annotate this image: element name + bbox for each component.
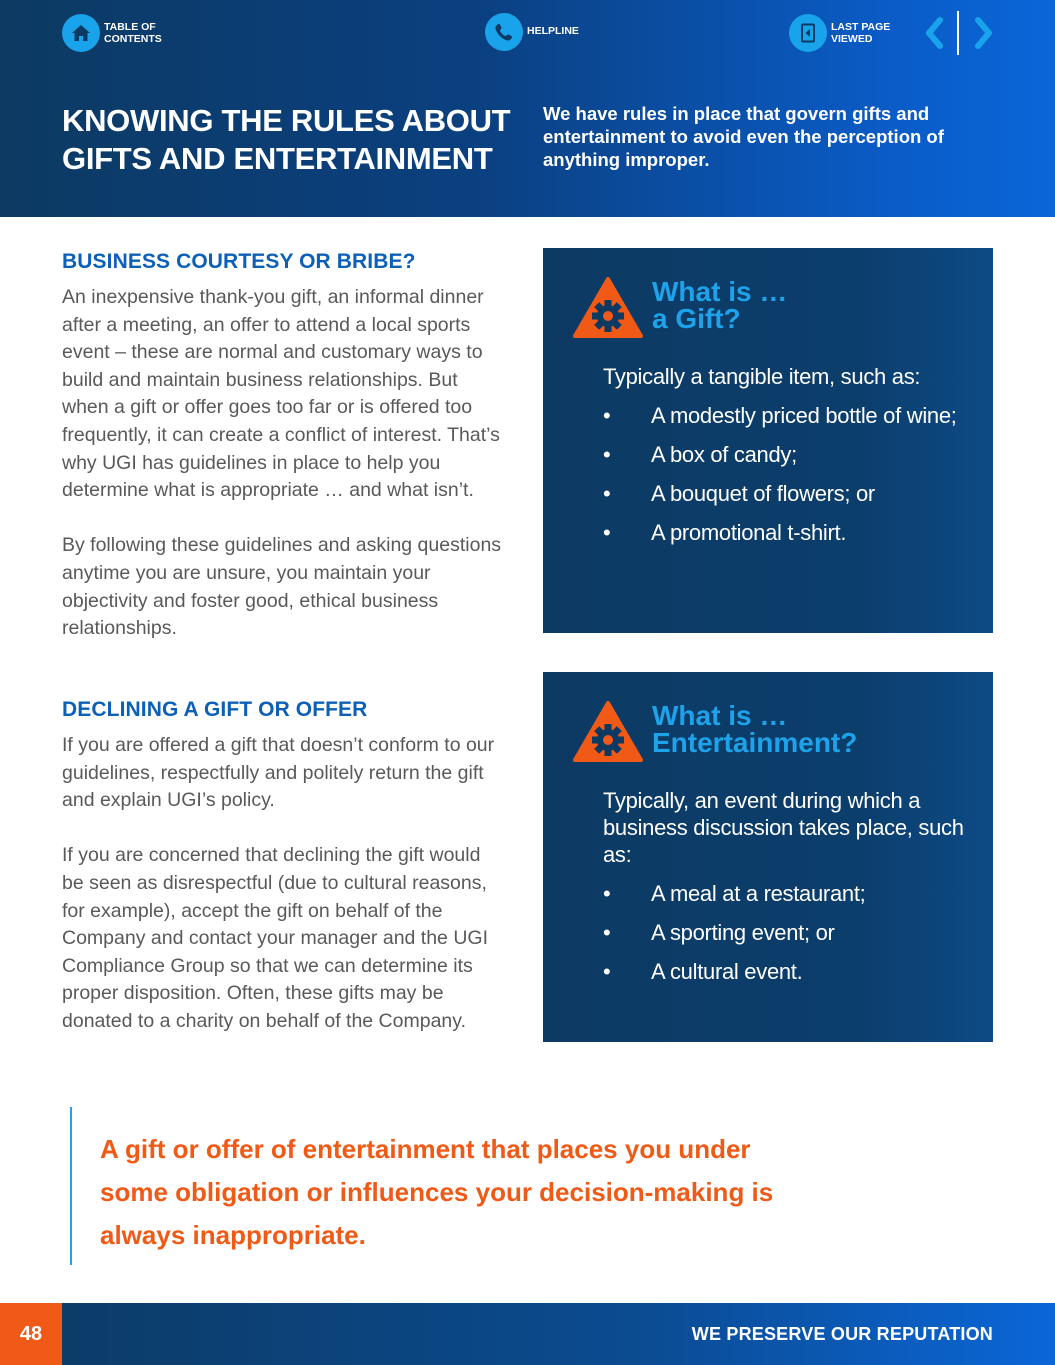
last-page-icon[interactable] bbox=[789, 14, 827, 52]
box-intro: Typically a tangible item, such as: bbox=[603, 364, 921, 389]
pull-quote-text: A gift or offer of entertainment that places you under some obligation or influences your decision-making is always inappropriate. bbox=[100, 1134, 774, 1250]
list-item-text: A sporting event; or bbox=[651, 920, 835, 945]
section-heading: DECLINING A GIFT OR OFFER bbox=[62, 698, 368, 721]
last-page-viewed-label[interactable]: LAST PAGE VIEWED bbox=[831, 21, 891, 45]
list-item-text: A meal at a restaurant; bbox=[651, 881, 866, 906]
bullet: • bbox=[603, 442, 611, 467]
table-of-contents-link[interactable] bbox=[62, 14, 174, 52]
box-title bbox=[652, 278, 787, 332]
paragraph: An inexpensive thank-you gift, an informal dinner after a meeting, an offer to attend a local sports event – these are normal and customary ways to build and maintain business relationships. But when a gift or offer goes too far or is offered too frequently, it can create a conflict of interest. That’s why UGI has guidelines in place to help you determine what is appropriate … and what isn’t. bbox=[62, 286, 500, 502]
list-item-text: A modestly priced bottle of wine; bbox=[651, 403, 957, 428]
list-item-text: A bouquet of flowers; or bbox=[651, 481, 875, 506]
warning-gear-icon bbox=[572, 276, 644, 340]
bullet: • bbox=[603, 881, 611, 906]
list-item bbox=[603, 879, 983, 909]
list-item-text: A promotional t-shirt. bbox=[651, 520, 847, 545]
bullet: • bbox=[603, 520, 611, 545]
nav-divider bbox=[957, 11, 959, 55]
page-intro: We have rules in place that govern gifts and entertainment to avoid even the perception of anything improper. bbox=[543, 103, 944, 170]
list-item-text: A box of candy; bbox=[651, 442, 797, 467]
box-title-line: What is … bbox=[652, 276, 788, 307]
bullet: • bbox=[603, 403, 611, 428]
list-item bbox=[603, 518, 983, 548]
footer-section-title: WE PRESERVE OUR REPUTATION bbox=[691, 1324, 993, 1344]
list-item-text: A cultural event. bbox=[651, 959, 803, 984]
what-is-entertainment-box bbox=[543, 672, 993, 1042]
section-heading: BUSINESS COURTESY OR BRIBE? bbox=[62, 250, 416, 273]
phone-icon[interactable] bbox=[485, 13, 523, 51]
box-title-line: a Gift? bbox=[652, 303, 741, 334]
box-title bbox=[652, 702, 857, 756]
bullet: • bbox=[603, 959, 611, 984]
table-of-contents-label[interactable]: TABLE OF CONTENTS bbox=[104, 21, 162, 45]
last-page-viewed-link[interactable] bbox=[789, 14, 901, 52]
entertainment-examples-list bbox=[603, 879, 983, 996]
helpline-label[interactable]: HELPLINE bbox=[527, 25, 579, 37]
bullet: • bbox=[603, 920, 611, 945]
pull-quote bbox=[70, 1107, 810, 1265]
what-is-gift-box bbox=[543, 248, 993, 633]
chevron-left-icon[interactable] bbox=[921, 15, 947, 51]
warning-gear-icon bbox=[572, 700, 644, 764]
paragraph: If you are concerned that declining the gift would be seen as disrespectful (due to cultural reasons, for example), accept the gift on behalf of the Company and contact your manager and the UGI Compliance Group so that we can determine its proper disposition. Often, these gifts may be donated to a charity on behalf of the Company. bbox=[62, 844, 488, 1032]
list-item bbox=[603, 957, 983, 987]
list-item bbox=[603, 401, 983, 431]
section-business-courtesy bbox=[62, 249, 502, 643]
list-item bbox=[603, 479, 983, 509]
home-icon[interactable] bbox=[62, 14, 100, 52]
paragraph: By following these guidelines and asking questions anytime you are unsure, you maintain your objectivity and foster good, ethical business relationships. bbox=[62, 534, 502, 640]
list-item bbox=[603, 440, 983, 470]
bullet: • bbox=[603, 481, 611, 506]
paragraph: If you are offered a gift that doesn’t conform to our guidelines, respectfully and politely return the gift and explain UGI’s policy. bbox=[62, 734, 495, 812]
list-item bbox=[603, 918, 983, 948]
page-title: KNOWING THE RULES ABOUT GIFTS AND ENTERTAINMENT bbox=[62, 103, 511, 176]
box-title-line: What is … bbox=[652, 700, 788, 731]
page-header bbox=[0, 0, 1055, 217]
page-footer bbox=[0, 1303, 1055, 1365]
helpline-link[interactable] bbox=[485, 13, 597, 51]
box-intro: Typically, an event during which a business discussion takes place, such as: bbox=[603, 788, 964, 867]
section-declining-gift bbox=[62, 697, 502, 1036]
box-title-line: Entertainment? bbox=[652, 727, 858, 758]
page-number: 48 bbox=[0, 1303, 62, 1365]
gift-examples-list bbox=[603, 401, 983, 557]
chevron-right-icon[interactable] bbox=[971, 15, 997, 51]
